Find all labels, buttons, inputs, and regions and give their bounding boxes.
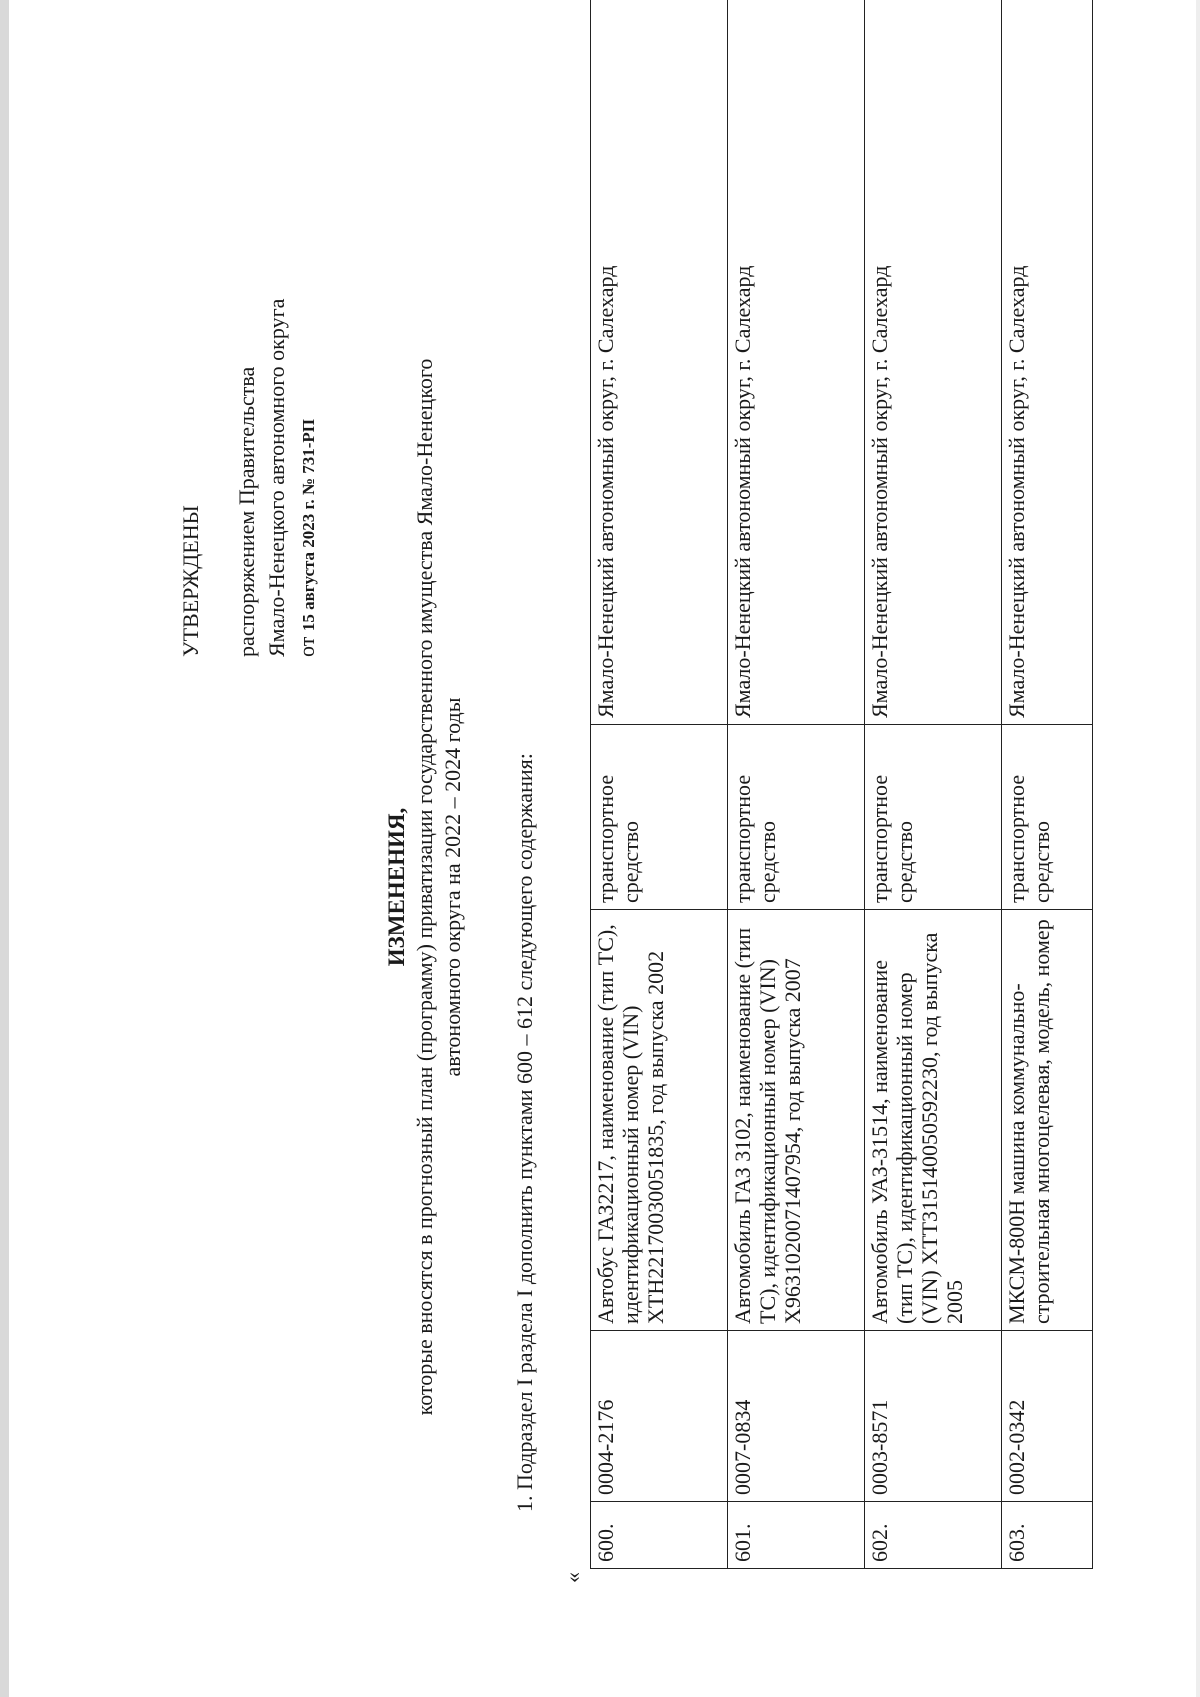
approval-prefix: от — [294, 636, 319, 657]
table-row — [1002, 0, 1093, 1569]
object-location: Ямало-Ненецкий автономный округ, г. Салехард — [728, 0, 865, 725]
row-number: 602. — [865, 1502, 1002, 1569]
intro-paragraph: 1. Подраздел I раздела I дополнить пунктами 600 – 612 следующего содержания: — [512, 753, 537, 1512]
object-location: Ямало-Ненецкий автономный округ, г. Салехард — [1002, 0, 1093, 725]
registry-code: 0004-2176 — [591, 1331, 728, 1502]
privatization-table — [590, 0, 1093, 1569]
object-location: Ямало-Ненецкий автономный округ, г. Салехард — [865, 0, 1002, 725]
object-description: Автобус ГАЗ2217, наименование (тип ТС), идентификационный номер (VIN) ХТН22170030051835, год выпуска 2002 — [591, 910, 728, 1331]
object-type: транспортное средство — [591, 725, 728, 910]
document-subtitle-line-1: которые вносятся в прогнозный план (программу) приватизации государственного имущества Ямало-Ненецкого — [412, 358, 437, 1416]
approval-order-line — [292, 57, 324, 657]
row-number: 600. — [591, 1502, 728, 1569]
document-title: ИЗМЕНЕНИЯ, — [384, 807, 409, 967]
document-subtitle-line-2: автономного округа на 2022 – 2024 годы — [440, 697, 465, 1077]
object-description: МКСМ-800Н машина коммунально-строительная многоцелевая, модель, номер — [1002, 910, 1093, 1331]
document-title-block — [383, 177, 467, 1597]
object-type: транспортное средство — [1002, 725, 1093, 910]
row-number: 601. — [728, 1502, 865, 1569]
approval-heading: УТВЕРЖДЕНЫ — [178, 505, 203, 657]
approval-line-2: Ямало-Ненецкого автономного округа — [264, 298, 289, 657]
table-row — [591, 0, 728, 1569]
object-description: Автомобиль ГАЗ 3102, наименование (тип ТС), идентификационный номер (VIN) X9631020071407954, год выпуска 2007 — [728, 910, 865, 1331]
opening-quote: « — [560, 1572, 585, 1583]
object-type: транспортное средство — [865, 725, 1002, 910]
object-description: Автомобиль УАЗ-31514, наименование (тип ТС), идентификационный номер (VIN) XTT315140050592230, год выпуска 2005 — [865, 910, 1002, 1331]
table-row — [728, 0, 865, 1569]
approval-block — [176, 57, 324, 657]
registry-code: 0002-0342 — [1002, 1331, 1093, 1502]
approval-line-1: распоряжением Правительства — [234, 366, 259, 657]
object-type: транспортное средство — [728, 725, 865, 910]
table-row — [865, 0, 1002, 1569]
registry-code: 0003-8571 — [865, 1331, 1002, 1502]
row-number: 603. — [1002, 1502, 1093, 1569]
object-location: Ямало-Ненецкий автономный округ, г. Салехард — [591, 0, 728, 725]
approval-order-number: 15 августа 2023 г. № 731-РП — [299, 419, 318, 632]
registry-code: 0007-0834 — [728, 1331, 865, 1502]
